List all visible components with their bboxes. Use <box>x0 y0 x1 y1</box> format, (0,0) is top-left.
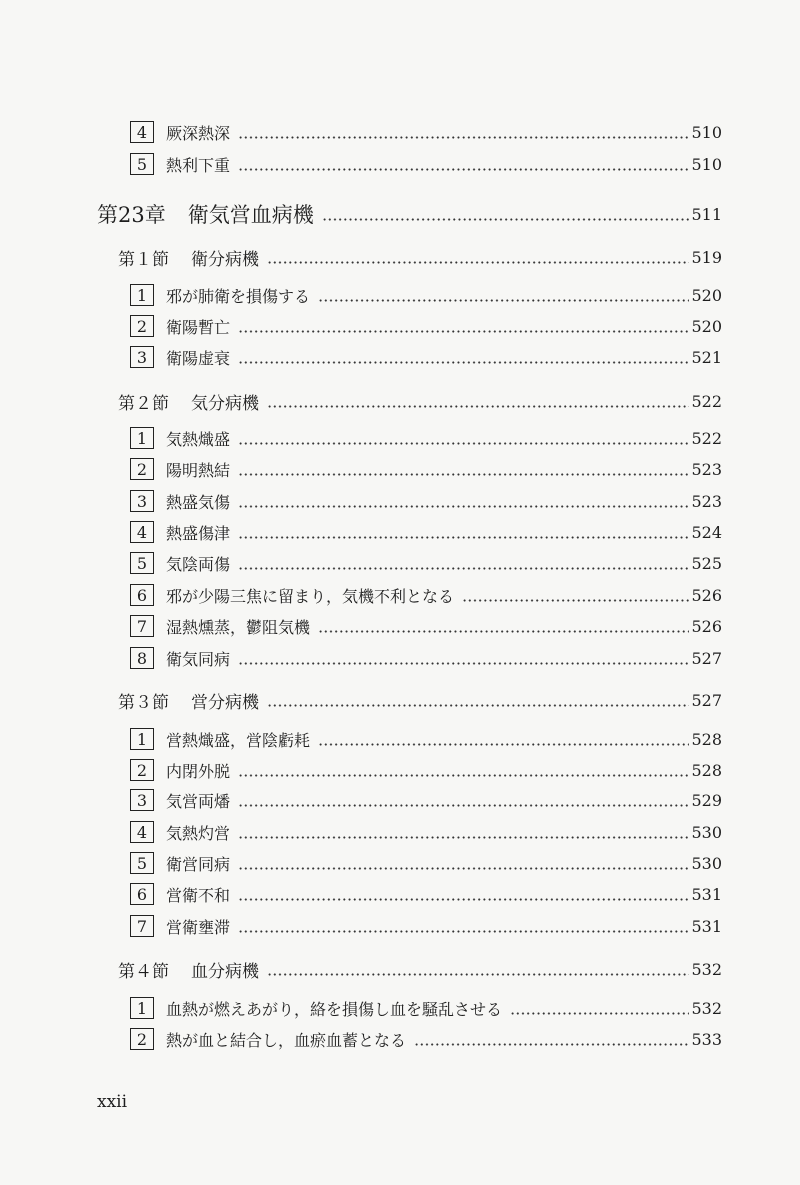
page-number: 520 <box>691 285 722 305</box>
toc-item <box>130 118 722 146</box>
page-number: 529 <box>691 790 722 810</box>
toc-item <box>130 880 722 908</box>
page-number: 523 <box>691 459 722 479</box>
page-number: 510 <box>691 154 722 174</box>
page-number: 522 <box>691 391 722 411</box>
toc-item <box>130 487 722 515</box>
item-number-box: 8 <box>130 647 154 669</box>
page-number: 526 <box>691 585 722 605</box>
item-number-box: 2 <box>130 458 154 480</box>
page-number: 530 <box>691 853 722 873</box>
toc-item <box>130 756 722 784</box>
dot-leader <box>267 405 689 408</box>
item-number-box: 2 <box>130 315 154 337</box>
item-title: 内閉外脱 <box>166 761 231 781</box>
page-number: 527 <box>691 690 722 710</box>
item-title: 衛営同病 <box>166 854 231 874</box>
toc-item <box>130 455 722 483</box>
page-number: 523 <box>691 491 722 511</box>
toc-item <box>130 849 722 877</box>
page-number: 526 <box>691 616 722 636</box>
item-number-box: 4 <box>130 121 154 143</box>
dot-leader <box>238 136 689 139</box>
item-title: 厥深熱深 <box>166 123 231 143</box>
item-title: 陽明熱結 <box>166 460 231 480</box>
toc-item <box>130 994 722 1022</box>
item-title: 邪が少陽三焦に留まり，気機不利となる <box>166 586 455 606</box>
item-number-box: 4 <box>130 521 154 543</box>
item-number-box: 1 <box>130 997 154 1019</box>
dot-leader <box>238 168 689 171</box>
page-number: 521 <box>691 347 722 367</box>
item-number-box: 1 <box>130 284 154 306</box>
item-number-box: 3 <box>130 490 154 512</box>
chapter-title: 衛気営血病機 <box>187 203 314 227</box>
item-title: 気陰両傷 <box>166 554 231 574</box>
toc-item <box>130 281 722 309</box>
item-number-box: 5 <box>130 153 154 175</box>
item-title: 営衛壅滞 <box>166 917 231 937</box>
toc-item <box>130 312 722 340</box>
item-number-box: 3 <box>130 789 154 811</box>
page-number: 527 <box>691 648 722 668</box>
dot-leader <box>318 630 689 633</box>
item-number-box: 4 <box>130 821 154 843</box>
section-title: 気分病機 <box>191 393 259 414</box>
page-number: 533 <box>691 1029 722 1049</box>
item-title: 熱が血と結合し，血瘀血蓄となる <box>166 1030 407 1050</box>
section-title: 営分病機 <box>191 692 259 713</box>
item-title: 衛陽虚衰 <box>166 348 231 368</box>
section-title: 血分病機 <box>191 961 259 982</box>
item-number-box: 5 <box>130 852 154 874</box>
page-number-footer: xxii <box>97 1092 128 1112</box>
dot-leader <box>510 1012 689 1015</box>
toc-section <box>118 243 722 271</box>
dot-leader <box>238 662 689 665</box>
page-number: 530 <box>691 822 722 842</box>
item-number-box: 2 <box>130 1028 154 1050</box>
item-title: 熱盛傷津 <box>166 523 231 543</box>
item-number-box: 7 <box>130 915 154 937</box>
item-number-box: 2 <box>130 759 154 781</box>
item-number-box: 1 <box>130 728 154 750</box>
item-title: 血熱が燃えあがり，絡を損傷し血を騒乱させる <box>166 999 503 1019</box>
toc-item <box>130 786 722 814</box>
dot-leader <box>238 867 689 870</box>
section-number: 第１節 <box>118 249 169 270</box>
section-number: 第３節 <box>118 692 169 713</box>
dot-leader <box>238 473 689 476</box>
page-number: 510 <box>691 122 722 142</box>
page-number: 522 <box>691 428 722 448</box>
toc-item <box>130 518 722 546</box>
item-title: 湿熱燻蒸，鬱阻気機 <box>166 617 311 637</box>
item-title: 衛気同病 <box>166 649 231 669</box>
dot-leader <box>238 361 689 364</box>
item-title: 営熱熾盛，営陰虧耗 <box>166 730 311 750</box>
dot-leader <box>238 804 689 807</box>
section-title: 衛分病機 <box>191 249 259 270</box>
dot-leader <box>267 973 689 976</box>
dot-leader <box>267 261 689 264</box>
item-title: 衛陽暫亡 <box>166 317 231 337</box>
dot-leader <box>238 898 689 901</box>
toc-item <box>130 725 722 753</box>
page-number: 531 <box>691 916 722 936</box>
item-number-box: 3 <box>130 346 154 368</box>
dot-leader <box>238 505 689 508</box>
page-number: 531 <box>691 884 722 904</box>
item-title: 熱盛気傷 <box>166 492 231 512</box>
toc-item <box>130 644 722 672</box>
toc-section <box>118 686 722 714</box>
page-number: 524 <box>691 522 722 542</box>
item-title: 営衛不和 <box>166 885 231 905</box>
section-number: 第２節 <box>118 393 169 414</box>
toc-item <box>130 343 722 371</box>
item-title: 気熱灼営 <box>166 823 231 843</box>
item-number-box: 6 <box>130 584 154 606</box>
dot-leader <box>238 930 689 933</box>
dot-leader <box>238 836 689 839</box>
item-title: 気熱熾盛 <box>166 429 231 449</box>
item-number-box: 7 <box>130 615 154 637</box>
dot-leader <box>322 218 690 221</box>
page-number: 520 <box>691 316 722 336</box>
toc-item <box>130 424 722 452</box>
page-number: 519 <box>691 247 722 267</box>
dot-leader <box>414 1043 689 1046</box>
toc-item <box>130 581 722 609</box>
dot-leader <box>238 567 689 570</box>
dot-leader <box>238 536 689 539</box>
page-number: 532 <box>691 959 722 979</box>
page-number: 528 <box>691 729 722 749</box>
toc-item <box>130 549 722 577</box>
page-number: 511 <box>691 204 722 224</box>
dot-leader <box>238 330 689 333</box>
item-title: 熱利下重 <box>166 155 231 175</box>
item-number-box: 6 <box>130 883 154 905</box>
item-title: 気営両燔 <box>166 791 231 811</box>
dot-leader <box>238 774 689 777</box>
toc-item <box>130 150 722 178</box>
toc-section <box>118 387 722 415</box>
item-number-box: 5 <box>130 552 154 574</box>
toc-item <box>130 818 722 846</box>
toc-chapter <box>97 197 722 231</box>
page-number: 525 <box>691 553 722 573</box>
page-number: 528 <box>691 760 722 780</box>
toc-item <box>130 612 722 640</box>
item-title: 邪が肺衛を損傷する <box>166 286 311 306</box>
section-number: 第４節 <box>118 961 169 982</box>
dot-leader <box>318 743 689 746</box>
chapter-number: 第23章 <box>97 203 166 227</box>
page-number: 532 <box>691 998 722 1018</box>
toc-item <box>130 912 722 940</box>
item-number-box: 1 <box>130 427 154 449</box>
dot-leader <box>238 442 689 445</box>
dot-leader <box>318 299 689 302</box>
dot-leader <box>462 599 689 602</box>
toc-item <box>130 1025 722 1053</box>
toc-section <box>118 955 722 983</box>
dot-leader <box>267 704 689 707</box>
